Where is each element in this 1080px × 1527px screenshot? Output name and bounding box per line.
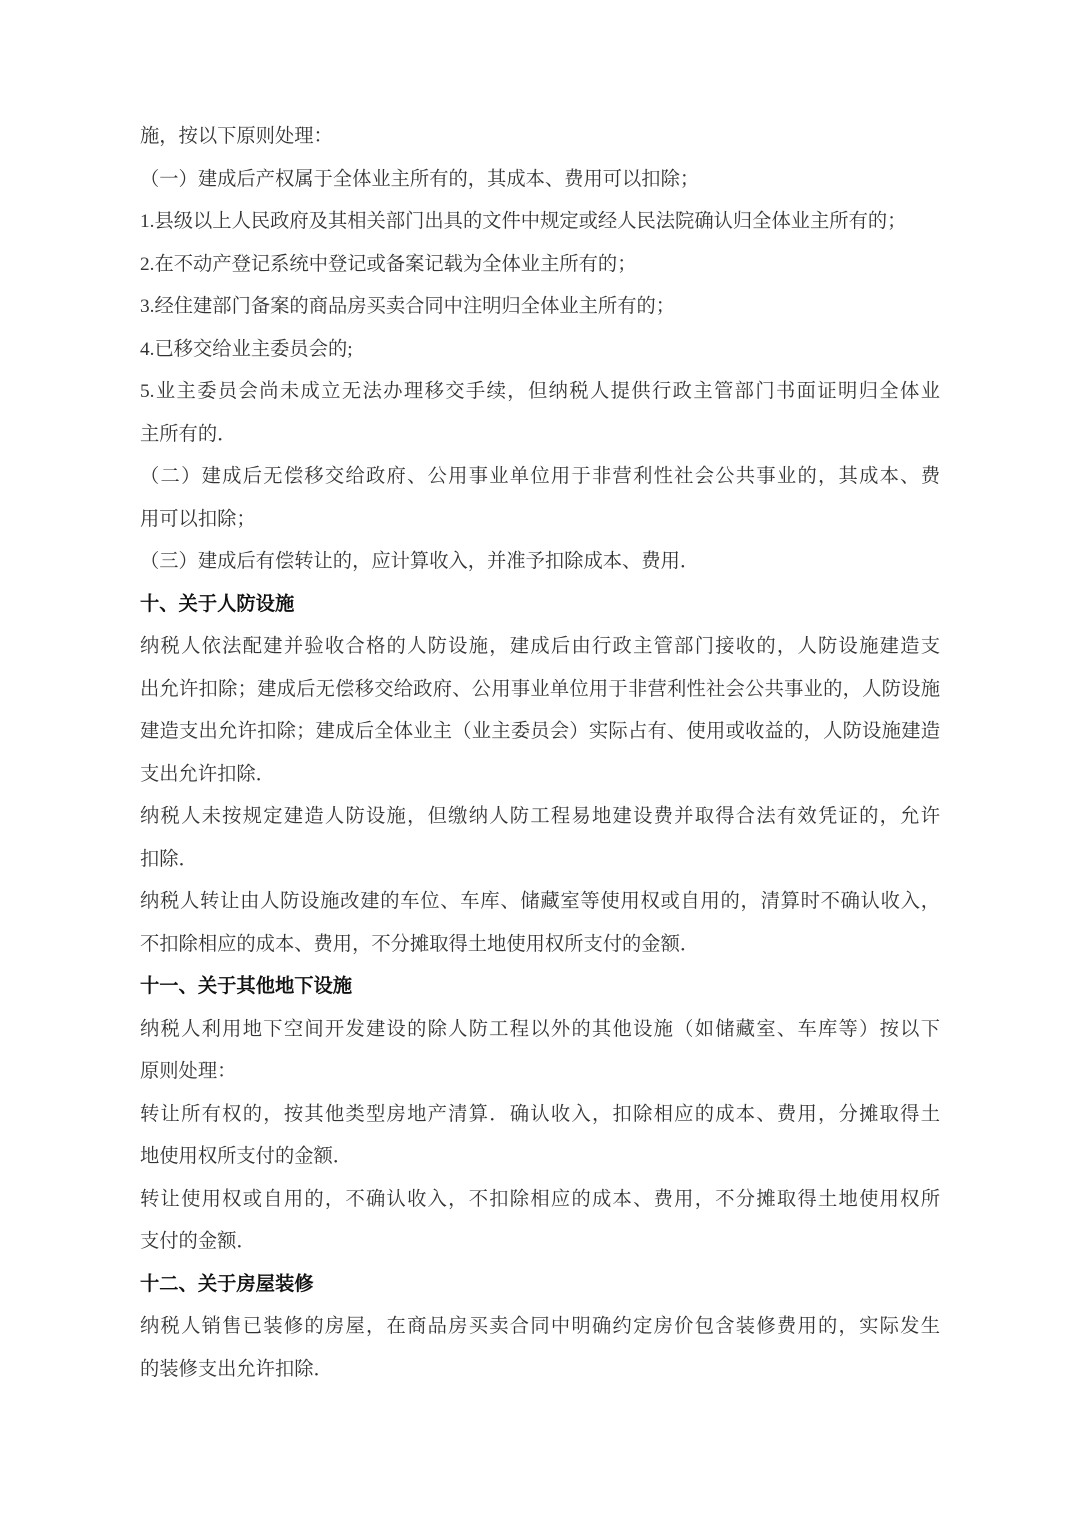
document-line: 4.已移交给业主委员会的; — [140, 338, 353, 360]
document-line: 纳税人利用地下空间开发建设的除人防工程以外的其他设施（如储藏室、车库等）按以下 — [140, 1018, 940, 1040]
document-line: 的装修支出允许扣除． — [140, 1358, 333, 1380]
section-heading: 十一、关于其他地下设施 — [140, 976, 353, 997]
document-line: 1.县级以上人民政府及其相关部门出具的文件中规定或经人民法院确认归全体业主所有的； — [140, 211, 907, 232]
document-line: 扣除． — [140, 848, 198, 870]
document-line: 5.业主委员会尚未成立无法办理移交手续，但纳税人提供行政主管部门书面证明归全体业 — [140, 381, 940, 402]
document-line: 2.在不动产登记系统中登记或备案记载为全体业主所有的； — [140, 253, 637, 275]
section-heading: 十二、关于房屋装修 — [140, 1273, 314, 1295]
document-line: 转让使用权或自用的，不确认收入，不扣除相应的成本、费用，不分摊取得土地使用权所 — [140, 1188, 940, 1210]
document-line: 转让所有权的，按其他类型房地产清算．确认收入，扣除相应的成本、费用，分摊取得土 — [140, 1103, 940, 1125]
document-line: （一）建成后产权属于全体业主所有的，其成本、费用可以扣除； — [140, 168, 700, 190]
document-line: 纳税人依法配建并验收合格的人防设施，建成后由行政主管部门接收的，人防设施建造支 — [140, 636, 940, 657]
document-line: 支出允许扣除． — [140, 763, 275, 785]
document-line: 地使用权所支付的金额． — [140, 1146, 353, 1167]
document-text — [140, 116, 940, 1391]
section-heading: 十、关于人防设施 — [140, 593, 295, 615]
document-line: 纳税人转让由人防设施改建的车位、车库、储藏室等使用权或自用的，清算时不确认收入， — [140, 891, 940, 912]
document-line: 3.经住建部门备案的商品房买卖合同中注明归全体业主所有的； — [140, 296, 676, 317]
document-line: （三）建成后有偿转让的，应计算收入，并准予扣除成本、费用． — [140, 551, 700, 572]
document-line: 出允许扣除；建成后无偿移交给政府、公用事业单位用于非营利性社会公共事业的，人防设施 — [140, 678, 940, 700]
document-line: （二）建成后无偿移交给政府、公用事业单位用于非营利性社会公共事业的，其成本、费 — [140, 466, 940, 487]
document-line: 纳税人销售已装修的房屋，在商品房买卖合同中明确约定房价包含装修费用的，实际发生 — [140, 1316, 940, 1337]
document-line: 用可以扣除； — [140, 508, 256, 530]
document-line: 原则处理： — [140, 1061, 237, 1082]
document-line: 主所有的． — [140, 423, 237, 445]
document-line: 建造支出允许扣除；建成后全体业主（业主委员会）实际占有、使用或收益的，人防设施建造 — [140, 721, 940, 742]
document-line: 纳税人未按规定建造人防设施，但缴纳人防工程易地建设费并取得合法有效凭证的，允许 — [140, 806, 940, 827]
document-line: 支付的金额． — [140, 1231, 256, 1252]
document-line: 施，按以下原则处理： — [140, 126, 333, 147]
document-line: 不扣除相应的成本、费用，不分摊取得土地使用权所支付的金额． — [140, 933, 700, 955]
